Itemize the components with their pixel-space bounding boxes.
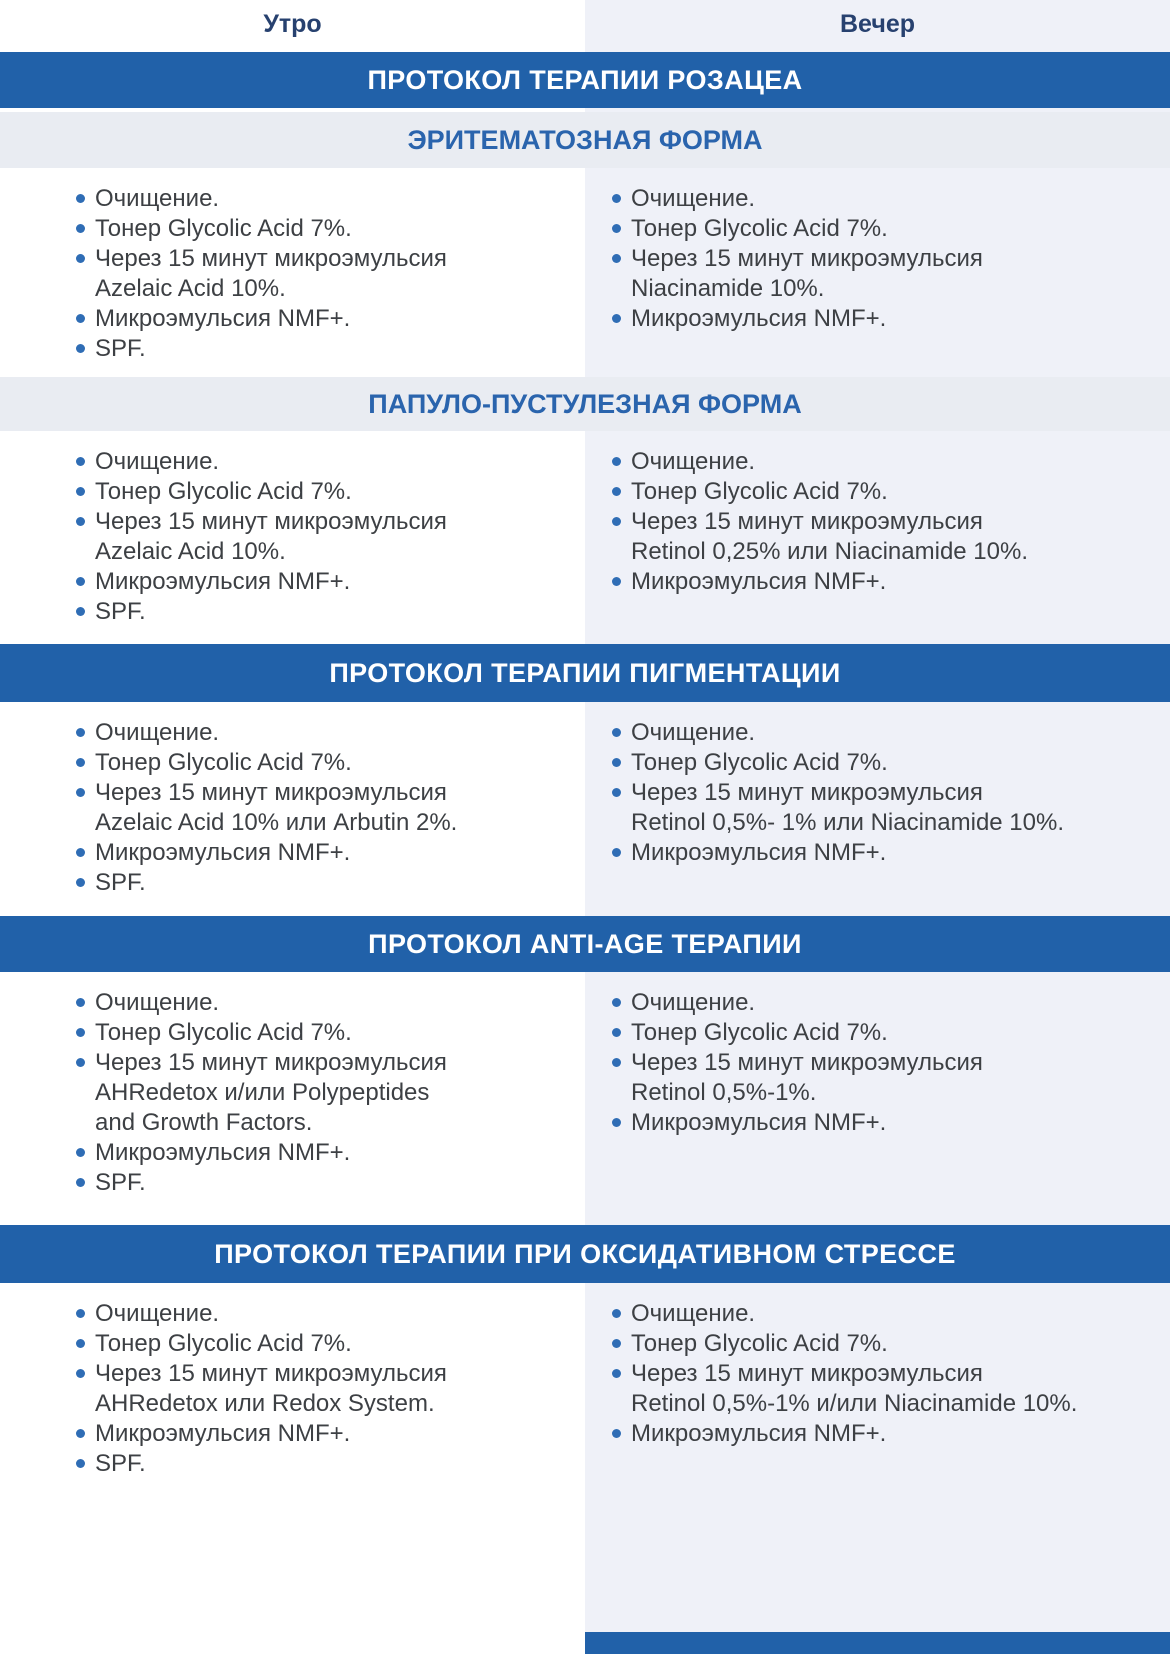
list-item-text: Очищение. — [631, 185, 756, 212]
antiage-evening-list — [585, 972, 1170, 1138]
list-item — [612, 214, 1162, 244]
list-item — [76, 184, 577, 214]
list-item-text: Очищение. — [631, 989, 756, 1016]
list-item-text: Микроэмульсия NMF+. — [95, 1420, 351, 1447]
list-item — [76, 1449, 577, 1479]
list-item-text: Через 15 минут микроэмульсия — [95, 779, 447, 806]
list-item-text: AHRedetox или Redox System. — [95, 1390, 435, 1417]
list-item — [76, 1299, 577, 1329]
list-item-text: Через 15 минут микроэмульсия — [631, 245, 983, 272]
list-item — [76, 214, 577, 244]
erythematous-content — [0, 168, 1170, 377]
list-item — [76, 778, 577, 838]
antiage-morning-list — [0, 972, 585, 1198]
list-item-text: Тонер Glycolic Acid 7%. — [95, 215, 352, 242]
list-item-text: Retinol 0,25% или Niacinamide 10%. — [631, 538, 1029, 565]
list-item — [612, 1359, 1162, 1419]
list-item-text: Очищение. — [95, 719, 220, 746]
morning-column-header: Утро — [263, 9, 322, 38]
list-item — [76, 447, 577, 477]
list-item — [612, 1299, 1162, 1329]
list-item-text: Тонер Glycolic Acid 7%. — [631, 215, 888, 242]
pigmentation-morning-list — [0, 702, 585, 898]
list-item — [76, 597, 577, 627]
list-item-text: Тонер Glycolic Acid 7%. — [95, 1019, 352, 1046]
list-item — [76, 477, 577, 507]
footer-accent-bar — [585, 1632, 1170, 1654]
list-item-text: Очищение. — [631, 719, 756, 746]
antiage-evening-column — [585, 972, 1170, 1225]
list-item — [76, 868, 577, 898]
list-item-text: AHRedetox и/или Polypeptides — [95, 1079, 430, 1106]
list-item-text: SPF. — [95, 335, 146, 362]
papulopustular-evening-list — [585, 431, 1170, 597]
list-item — [76, 838, 577, 868]
list-item-text: Через 15 минут микроэмульсия — [631, 779, 983, 806]
list-item-text: Retinol 0,5%- 1% или Niacinamide 10%. — [631, 809, 1065, 836]
list-item — [76, 334, 577, 364]
papulopustular-content — [0, 431, 1170, 644]
list-item-text: Через 15 минут микроэмульсия — [95, 508, 447, 535]
list-item — [612, 1108, 1162, 1138]
list-item — [76, 244, 577, 304]
banner-antiage-protocol: ПРОТОКОЛ ANTI-AGE ТЕРАПИИ — [0, 916, 1170, 972]
list-item — [612, 1018, 1162, 1048]
erythematous-evening-list — [585, 168, 1170, 334]
list-item — [612, 778, 1162, 838]
list-item — [612, 1329, 1162, 1359]
banner-erythematous-form: ЭРИТЕМАТОЗНАЯ ФОРМА — [0, 112, 1170, 168]
list-item — [612, 838, 1162, 868]
papulopustular-morning-list — [0, 431, 585, 627]
list-item-text: Очищение. — [95, 448, 220, 475]
list-item — [76, 1329, 577, 1359]
papulopustular-morning-column — [0, 431, 585, 644]
list-item-text: Тонер Glycolic Acid 7%. — [95, 478, 352, 505]
list-item-text: Микроэмульсия NMF+. — [631, 1109, 887, 1136]
list-item — [612, 748, 1162, 778]
list-item — [76, 1138, 577, 1168]
evening-column-header: Вечер — [839, 9, 916, 38]
list-item-text: Azelaic Acid 10%. — [95, 538, 286, 565]
list-item — [76, 567, 577, 597]
list-item-text: Микроэмульсия NMF+. — [631, 1420, 887, 1447]
list-item-text: SPF. — [95, 1450, 146, 1477]
list-item — [612, 447, 1162, 477]
erythematous-morning-list — [0, 168, 585, 364]
list-item — [612, 244, 1162, 304]
list-item — [612, 988, 1162, 1018]
list-item-text: Retinol 0,5%-1% и/или Niacinamide 10%. — [631, 1390, 1078, 1417]
oxidative-evening-list — [585, 1283, 1170, 1449]
list-item-text: Микроэмульсия NMF+. — [631, 839, 887, 866]
list-item-text: Микроэмульсия NMF+. — [95, 839, 351, 866]
list-item — [76, 748, 577, 778]
list-item-text: Микроэмульсия NMF+. — [631, 568, 887, 595]
list-item-text: and Growth Factors. — [95, 1109, 313, 1136]
list-item — [76, 1168, 577, 1198]
pigmentation-evening-column — [585, 702, 1170, 916]
list-item-text: Через 15 минут микроэмульсия — [631, 508, 983, 535]
list-item — [76, 507, 577, 567]
erythematous-morning-column — [0, 168, 585, 377]
list-item-text: Очищение. — [631, 1300, 756, 1327]
pigmentation-morning-column — [0, 702, 585, 916]
list-item-text: Микроэмульсия NMF+. — [95, 1139, 351, 1166]
column-header-row — [0, 0, 1170, 48]
list-item — [76, 1018, 577, 1048]
list-item-text: Тонер Glycolic Acid 7%. — [95, 1330, 352, 1357]
list-item — [612, 507, 1162, 567]
list-item-text: Через 15 минут микроэмульсия — [95, 1049, 447, 1076]
list-item-text: Тонер Glycolic Acid 7%. — [631, 1330, 888, 1357]
list-item-text: Через 15 минут микроэмульсия — [631, 1360, 983, 1387]
list-item-text: Очищение. — [95, 1300, 220, 1327]
list-item-text: SPF. — [95, 869, 146, 896]
list-item — [76, 718, 577, 748]
oxidative-morning-list — [0, 1283, 585, 1479]
list-item-text: Очищение. — [95, 989, 220, 1016]
list-item-text: Через 15 минут микроэмульсия — [95, 245, 447, 272]
list-item — [612, 1419, 1162, 1449]
list-item — [612, 718, 1162, 748]
oxidative-morning-column — [0, 1283, 585, 1654]
pigmentation-content — [0, 702, 1170, 916]
list-item — [612, 477, 1162, 507]
list-item — [76, 1048, 577, 1138]
oxidative-evening-column — [585, 1283, 1170, 1654]
list-item-text: Тонер Glycolic Acid 7%. — [631, 749, 888, 776]
erythematous-evening-column — [585, 168, 1170, 377]
list-item — [612, 567, 1162, 597]
list-item-text: Микроэмульсия NMF+. — [95, 568, 351, 595]
list-item — [76, 988, 577, 1018]
banner-oxidative-protocol: ПРОТОКОЛ ТЕРАПИИ ПРИ ОКСИДАТИВНОМ СТРЕССЕ — [0, 1225, 1170, 1283]
list-item — [76, 1359, 577, 1419]
antiage-content — [0, 972, 1170, 1225]
list-item-text: Тонер Glycolic Acid 7%. — [631, 1019, 888, 1046]
list-item — [76, 1419, 577, 1449]
list-item-text: Retinol 0,5%-1%. — [631, 1079, 817, 1106]
banner-papulopustular-form: ПАПУЛО-ПУСТУЛЕЗНАЯ ФОРМА — [0, 377, 1170, 431]
list-item-text: Тонер Glycolic Acid 7%. — [631, 478, 888, 505]
list-item-text: SPF. — [95, 598, 146, 625]
list-item-text: SPF. — [95, 1169, 146, 1196]
list-item — [612, 1048, 1162, 1108]
pigmentation-evening-list — [585, 702, 1170, 868]
list-item-text: Микроэмульсия NMF+. — [95, 305, 351, 332]
oxidative-content — [0, 1283, 1170, 1654]
list-item-text: Микроэмульсия NMF+. — [631, 305, 887, 332]
list-item-text: Тонер Glycolic Acid 7%. — [95, 749, 352, 776]
list-item — [612, 304, 1162, 334]
list-item-text: Очищение. — [95, 185, 220, 212]
list-item-text: Через 15 минут микроэмульсия — [95, 1360, 447, 1387]
papulopustular-evening-column — [585, 431, 1170, 644]
list-item — [76, 304, 577, 334]
list-item-text: Azelaic Acid 10%. — [95, 275, 286, 302]
list-item-text: Azelaic Acid 10% или Arbutin 2%. — [95, 809, 458, 836]
list-item — [612, 184, 1162, 214]
banner-pigmentation-protocol: ПРОТОКОЛ ТЕРАПИИ ПИГМЕНТАЦИИ — [0, 644, 1170, 702]
list-item-text: Через 15 минут микроэмульсия — [631, 1049, 983, 1076]
antiage-morning-column — [0, 972, 585, 1225]
list-item-text: Очищение. — [631, 448, 756, 475]
list-item-text: Niacinamide 10%. — [631, 275, 825, 302]
banner-rosacea-protocol: ПРОТОКОЛ ТЕРАПИИ РОЗАЦЕА — [0, 52, 1170, 108]
